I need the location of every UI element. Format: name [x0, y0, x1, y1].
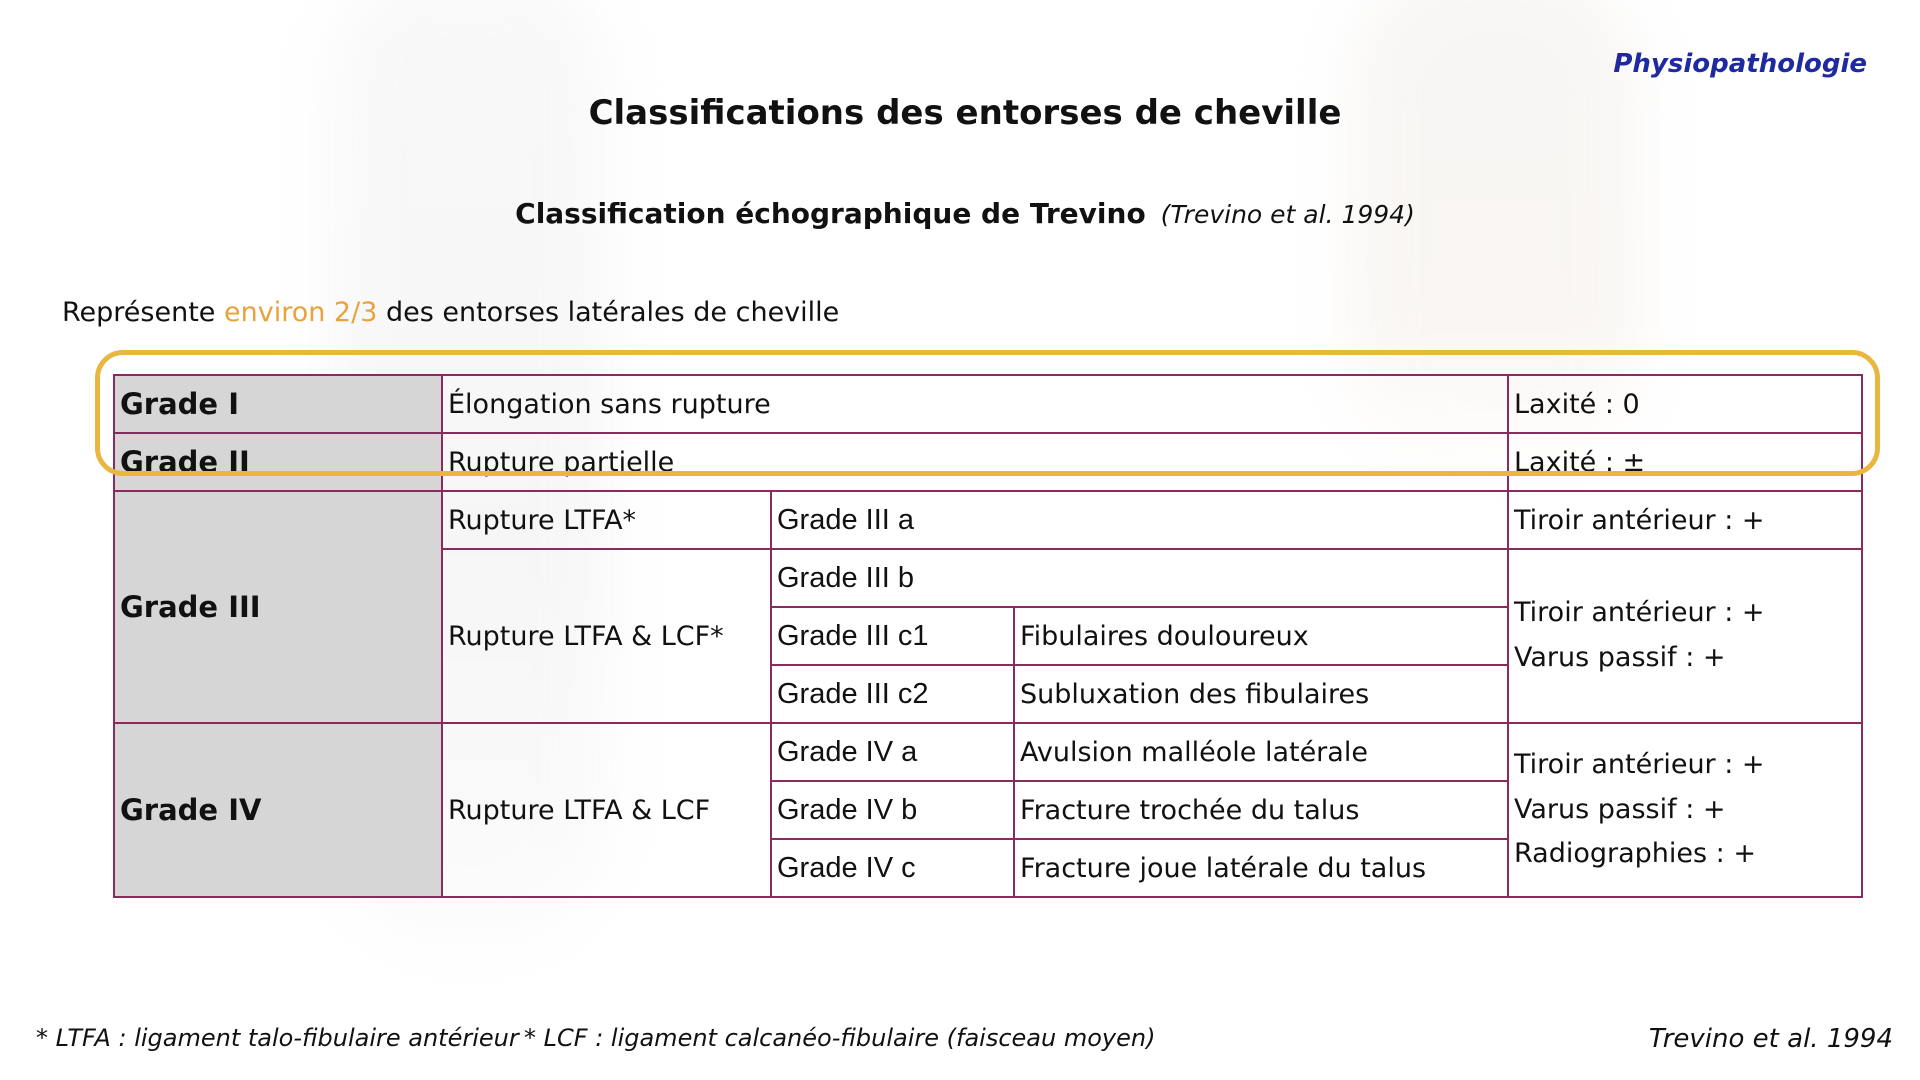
- footnote-lcf: * LCF : ligament calcanéo-fibulaire (faisceau moyen): [524, 1024, 1156, 1052]
- grade-2-finding: Laxité : ±: [1508, 433, 1862, 491]
- grade-4a-detail: Avulsion malléole latérale: [1014, 723, 1508, 781]
- grade-3b-label: Grade III b: [771, 549, 1508, 607]
- grade-3c1-detail: Fibulaires douloureux: [1014, 607, 1508, 665]
- grade-4-finding-3: Radiographies : +: [1514, 838, 1756, 870]
- grade-3c2-label: Grade III c2: [771, 665, 1014, 723]
- grade-4-finding-2: Varus passif : +: [1514, 793, 1726, 825]
- grade-3bc-rupture: Rupture LTFA & LCF*: [442, 549, 771, 723]
- subtitle-reference: (Trevino et al. 1994): [1160, 200, 1415, 229]
- grade-3bc-finding-2: Varus passif : +: [1514, 642, 1726, 673]
- source-citation: Trevino et al. 1994: [1648, 1024, 1893, 1054]
- grade-4-finding-1: Tiroir antérieur : +: [1514, 749, 1765, 781]
- grade-3bc-findings: [1508, 549, 1862, 723]
- grade-4c-label: Grade IV c: [771, 839, 1014, 897]
- grade-3c1-label: Grade III c1: [771, 607, 1014, 665]
- grade-1-description: Élongation sans rupture: [442, 375, 1508, 433]
- grade-3bc-finding-1: Tiroir antérieur : +: [1514, 597, 1765, 629]
- section-category: Physiopathologie: [1613, 49, 1867, 79]
- grade-3a-finding: Tiroir antérieur : +: [1508, 491, 1862, 549]
- grade-4-findings: [1508, 723, 1862, 897]
- subtitle-text: Classification échographique de Trevino: [515, 197, 1146, 230]
- intro-statement: [62, 297, 839, 328]
- table-row-grade-3a: [114, 491, 1862, 549]
- grade-2-label: Grade II: [114, 433, 442, 491]
- grade-4b-label: Grade IV b: [771, 781, 1014, 839]
- table-row-grade-4a: [114, 723, 1862, 781]
- grade-1-label: Grade I: [114, 375, 442, 433]
- grade-2-description: Rupture partielle: [442, 433, 1508, 491]
- grade-4-rupture: Rupture LTFA & LCF: [442, 723, 771, 897]
- grade-4-label: Grade IV: [114, 723, 442, 897]
- grade-4a-label: Grade IV a: [771, 723, 1014, 781]
- footnote-ltfa: * LTFA : ligament talo-fibulaire antérieur: [36, 1024, 519, 1052]
- grade-4b-detail: Fracture trochée du talus: [1014, 781, 1508, 839]
- page-subtitle: [0, 197, 1920, 230]
- grade-4c-detail: Fracture joue latérale du talus: [1014, 839, 1508, 897]
- grade-3a-rupture: Rupture LTFA*: [442, 491, 771, 549]
- intro-highlight: environ 2/3: [224, 297, 378, 328]
- grade-3a-label: Grade III a: [771, 491, 1508, 549]
- grade-1-2-highlight-box: [95, 350, 1880, 476]
- page-title: Classifications des entorses de cheville: [588, 93, 1342, 133]
- grade-1-finding: Laxité : 0: [1508, 375, 1862, 433]
- intro-after: des entorses latérales de cheville: [377, 297, 840, 328]
- intro-before: Représente: [62, 297, 224, 328]
- grade-3c2-detail: Subluxation des fibulaires: [1014, 665, 1508, 723]
- grade-3-label: Grade III: [114, 491, 442, 723]
